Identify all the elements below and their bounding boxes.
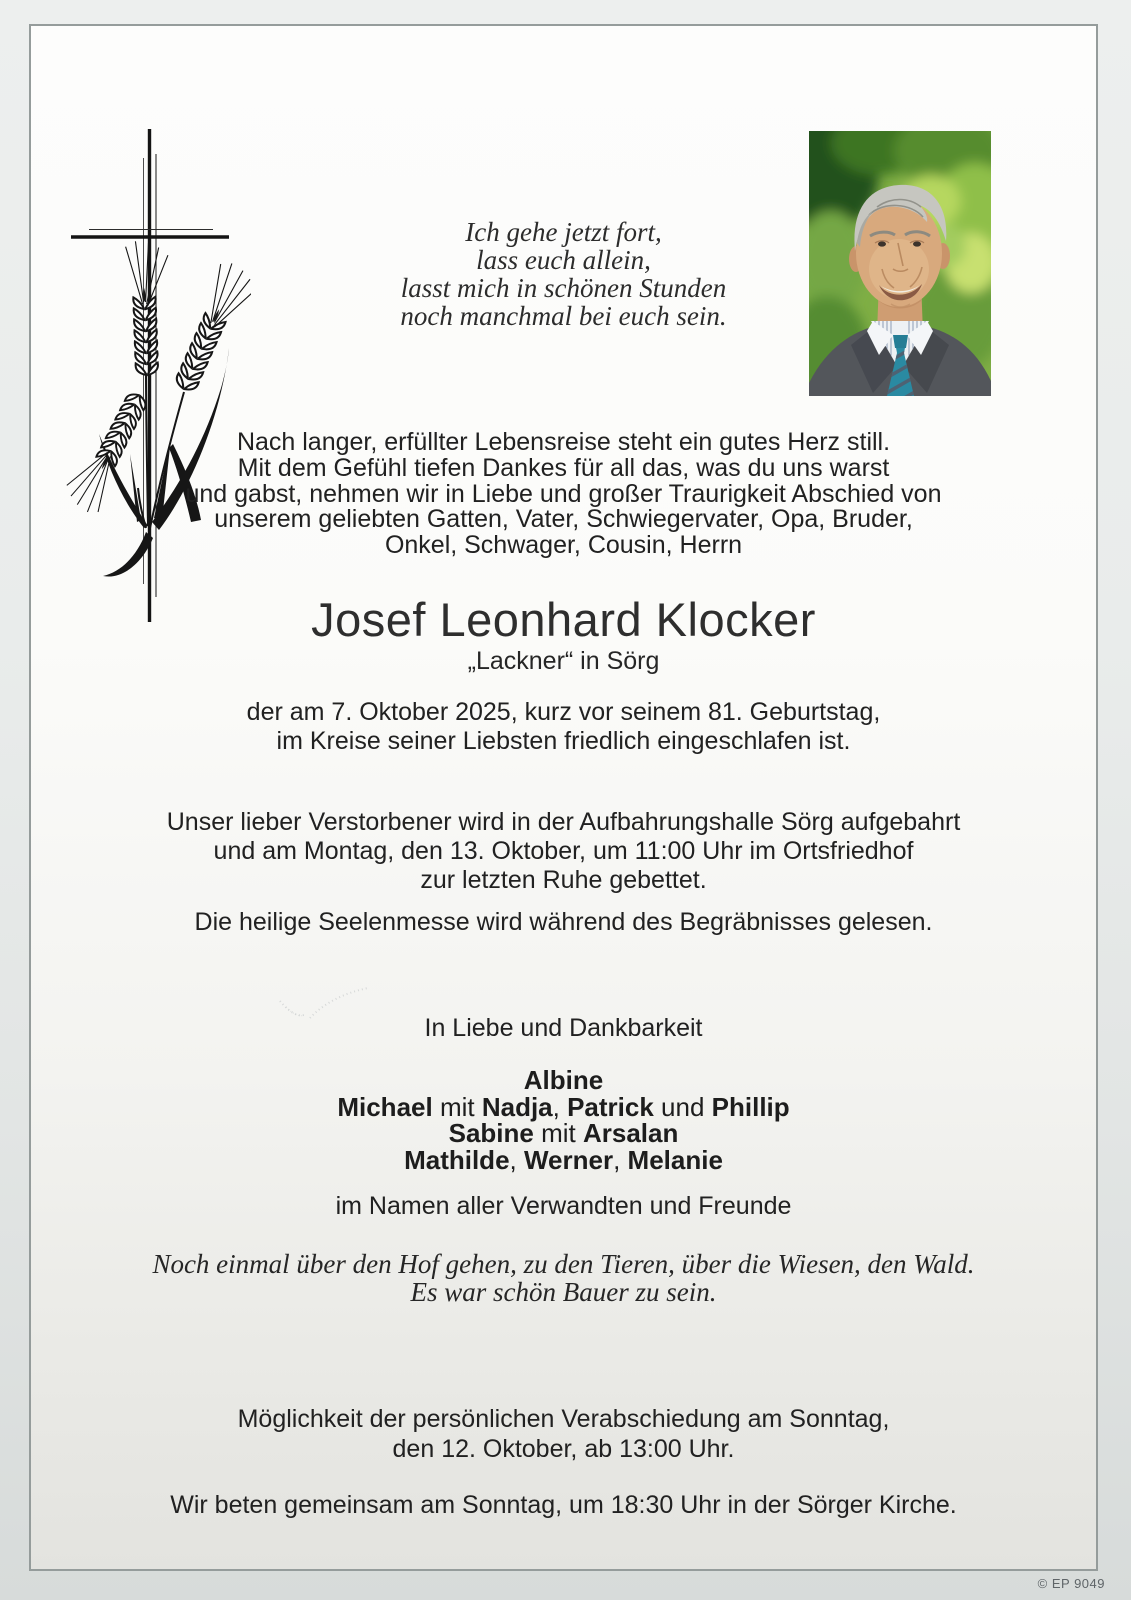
family-connector: ,: [552, 1091, 568, 1122]
family-name: Werner: [523, 1144, 614, 1175]
farewell-quote-line: Noch einmal über den Hof gehen, zu den Tieren, über die Wiesen, den Wald.: [152, 1249, 975, 1279]
family-name: Albine: [523, 1065, 604, 1095]
family-names-line: [31, 1067, 1096, 1094]
poem-line: lass euch allein,: [476, 245, 651, 275]
gratitude-heading: In Liebe und Dankbarkeit: [424, 1014, 703, 1042]
family-name: Nadja: [481, 1091, 553, 1122]
print-code: © EP 9049: [1037, 1576, 1105, 1591]
opening-line: Mit dem Gefühl tiefen Dankes für all das, was du uns warst: [237, 453, 890, 482]
family-name: Phillip: [711, 1091, 790, 1122]
death-notice-line: im Kreise seiner Liebsten friedlich eingeschlafen ist.: [276, 727, 851, 755]
family-name: Arsalan: [582, 1118, 679, 1148]
poem-line: lasst mich in schönen Stunden: [400, 273, 727, 303]
farewell-quote: [31, 1250, 1096, 1306]
family-names-line: [31, 1144, 1096, 1175]
opening-paragraph: [31, 430, 1096, 559]
deceased-name: Josef Leonhard Klocker: [311, 593, 816, 646]
poem-line: noch manchmal bei euch sein.: [400, 301, 727, 331]
opening-line: unserem geliebten Gatten, Vater, Schwiegervater, Opa, Bruder,: [214, 505, 913, 534]
funeral-notice-line: zur letzten Ruhe gebettet.: [420, 866, 707, 894]
opening-line: Nach langer, erfüllter Lebensreise steht ein gutes Herz still.: [236, 428, 891, 456]
farewell-poem: [31, 218, 1096, 330]
viewing-notice: [31, 1404, 1096, 1464]
funeral-notice-line: Unser lieber Verstorbener wird in der Aufbahrungshalle Sörg aufgebahrt: [166, 808, 961, 836]
funeral-notice: [31, 808, 1096, 895]
family-connector: mit: [432, 1091, 482, 1122]
family-connector: ,: [613, 1144, 628, 1175]
family-name: Michael: [337, 1091, 433, 1122]
death-notice: [31, 698, 1096, 756]
family-name: Sabine: [448, 1118, 534, 1148]
poem-line: Ich gehe jetzt fort,: [465, 217, 662, 247]
funeral-notice-line: und am Montag, den 13. Oktober, um 11:00 Uhr im Ortsfriedhof: [213, 837, 914, 865]
family-connector: mit: [533, 1118, 583, 1148]
farewell-quote-line: Es war schön Bauer zu sein.: [410, 1277, 717, 1307]
family-names-line: [31, 1091, 1096, 1122]
deceased-vulgo-name: „Lackner“ in Sörg: [467, 647, 660, 675]
viewing-notice-line: den 12. Oktober, ab 13:00 Uhr.: [392, 1435, 735, 1463]
family-connector: und: [653, 1091, 712, 1122]
family-names-line: [31, 1120, 1096, 1147]
viewing-notice-line: Möglichkeit der persönlichen Verabschiedung am Sonntag,: [237, 1405, 890, 1433]
opening-line: Onkel, Schwager, Cousin, Herrn: [384, 531, 743, 560]
opening-line: und gabst, nehmen wir in Liebe und großer Traurigkeit Abschied von: [185, 479, 942, 508]
mass-notice: Die heilige Seelenmesse wird während des Begräbnisses gelesen.: [194, 908, 933, 936]
family-name: Patrick: [567, 1091, 654, 1122]
family-name: Melanie: [627, 1144, 723, 1175]
family-name: Mathilde: [404, 1144, 510, 1175]
family-names: [31, 1067, 1096, 1173]
death-notice-line: der am 7. Oktober 2025, kurz vor seinem 81. Geburtstag,: [246, 698, 881, 726]
family-closing: im Namen aller Verwandten und Freunde: [335, 1192, 792, 1220]
prayer-notice: Wir beten gemeinsam am Sonntag, um 18:30 Uhr in der Sörger Kirche.: [170, 1491, 957, 1519]
obituary-card: [29, 24, 1098, 1571]
family-connector: ,: [509, 1144, 524, 1175]
